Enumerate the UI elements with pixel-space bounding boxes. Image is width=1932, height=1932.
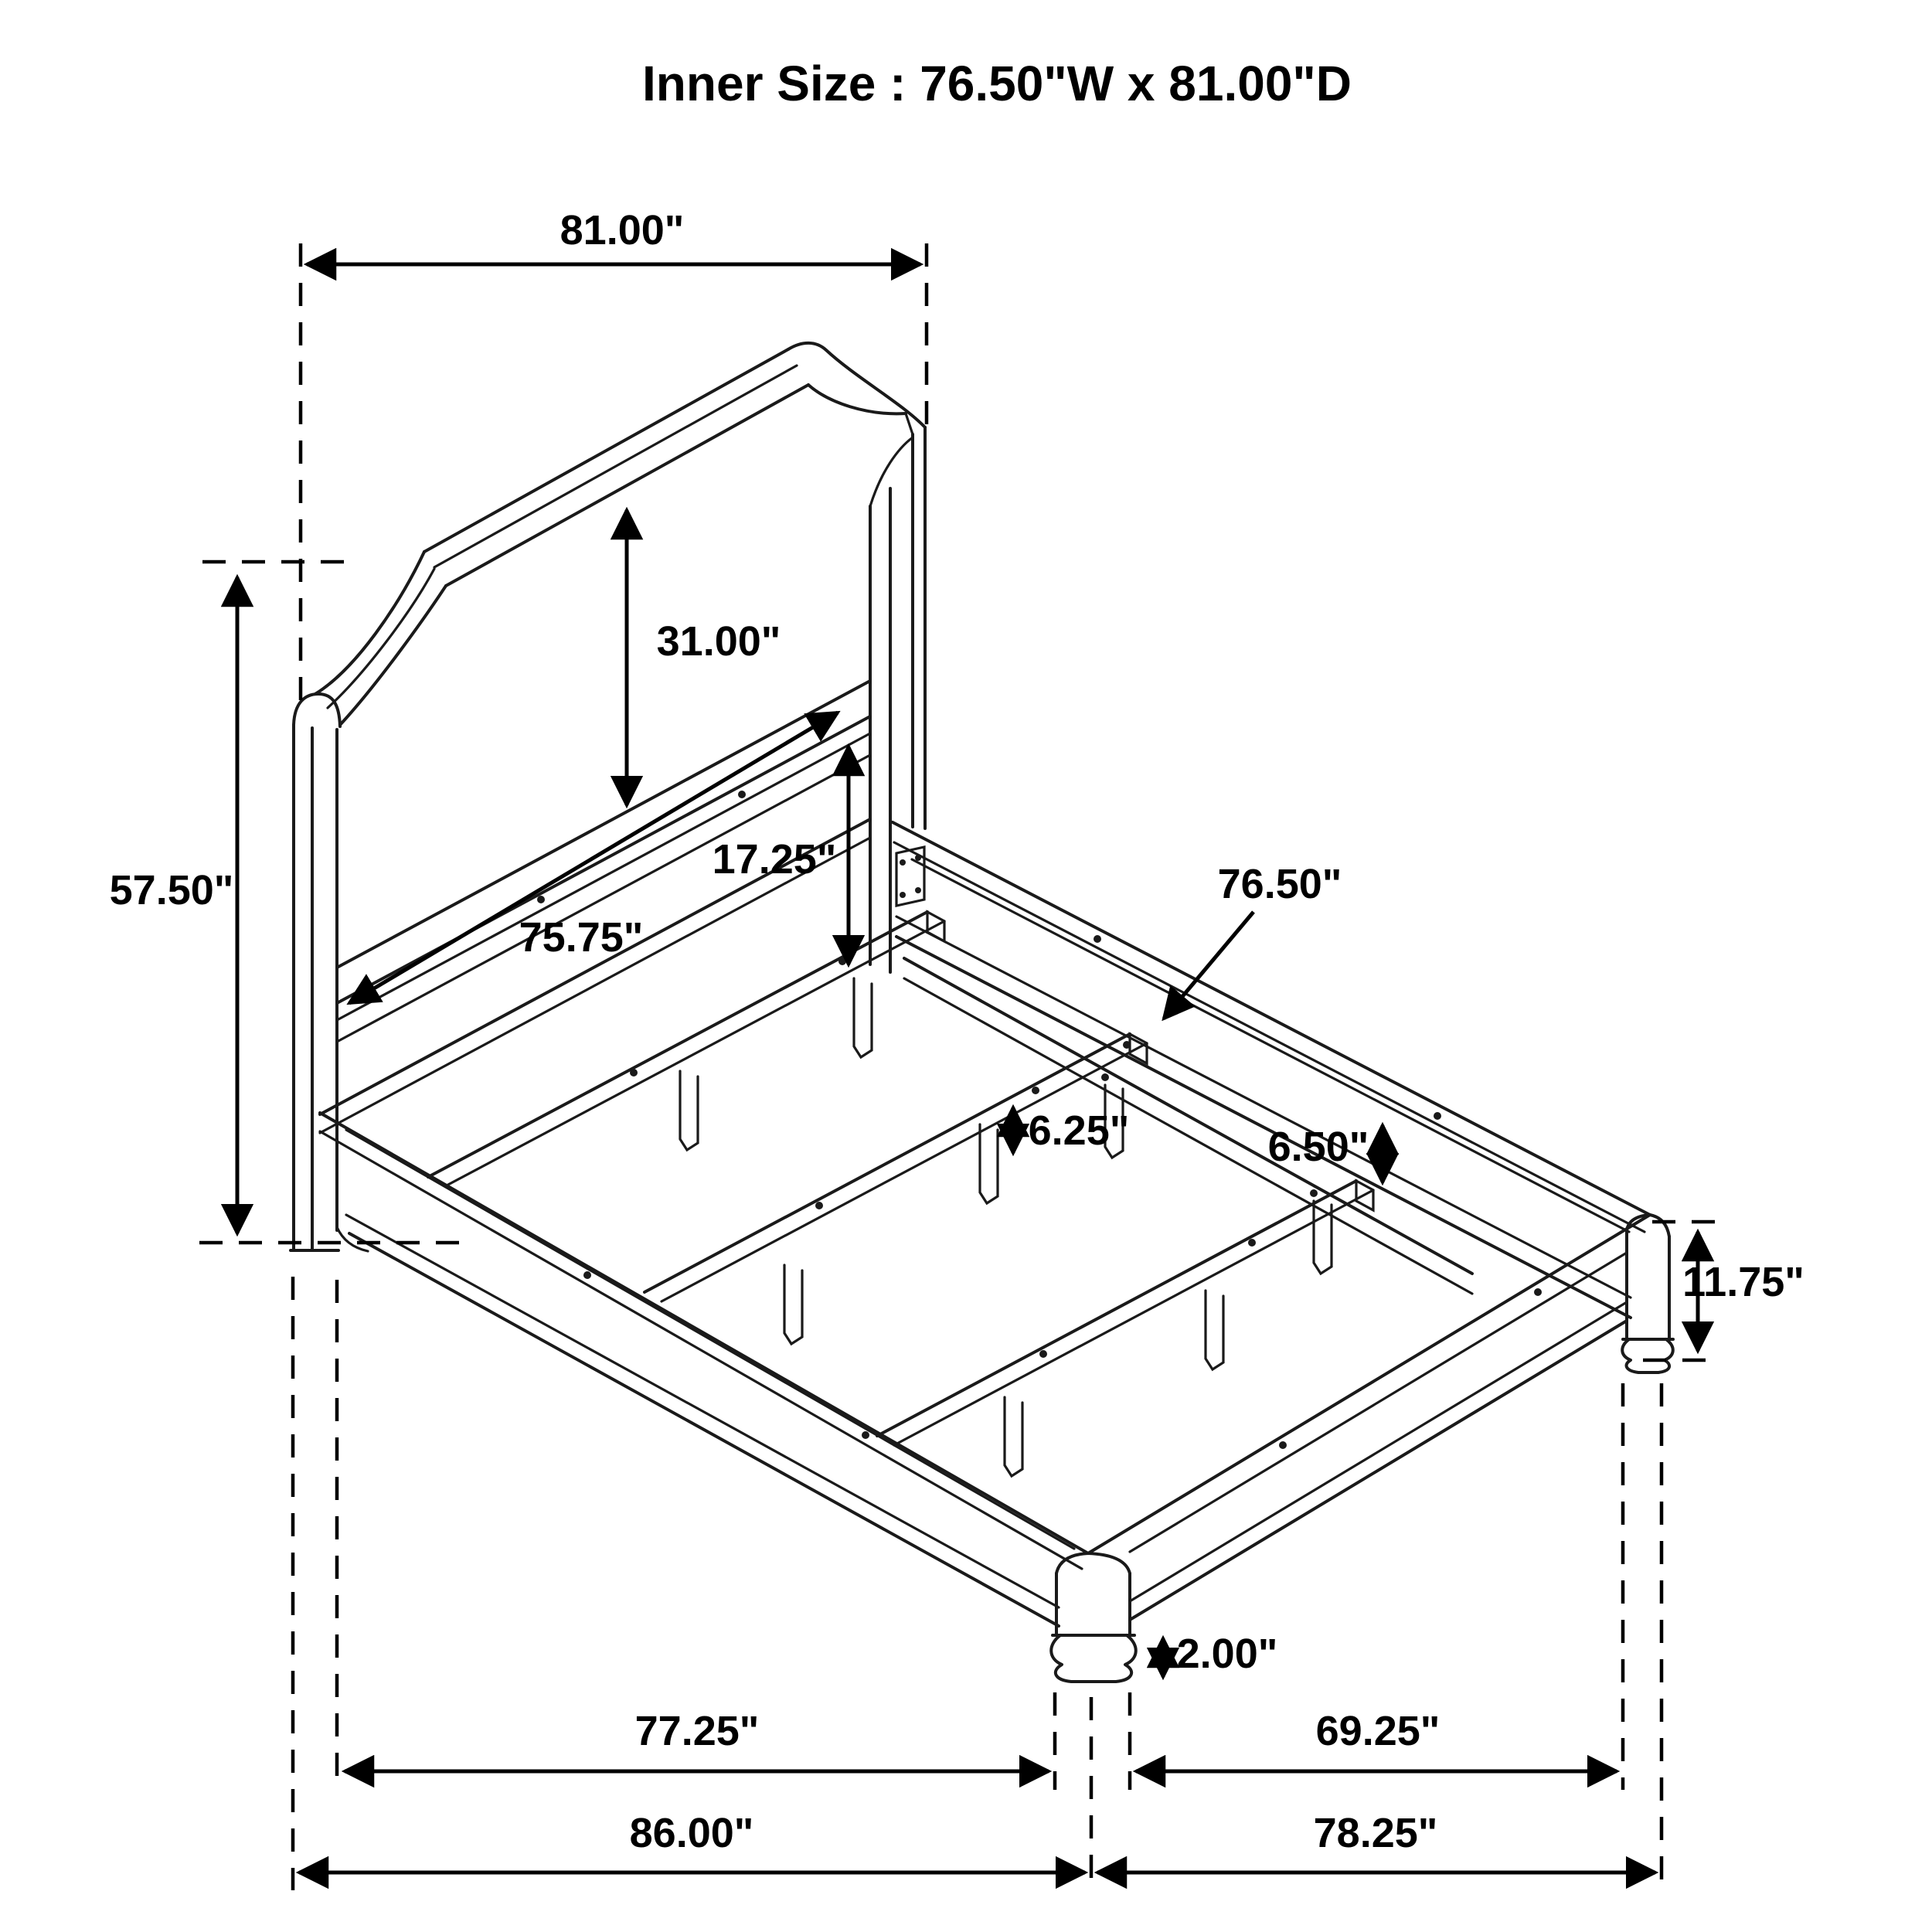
dim-label-side-rail-length: 77.25" bbox=[634, 1708, 760, 1754]
dim-label-slat-leg-height: 6.25" bbox=[1028, 1107, 1130, 1154]
headboard-top-rail bbox=[315, 343, 925, 725]
slat-legs bbox=[680, 978, 1332, 1476]
dim-label-overall-depth: 86.00" bbox=[629, 1810, 754, 1856]
front-corner-post bbox=[1051, 1553, 1136, 1682]
dim-rail-slat-gap bbox=[713, 747, 849, 964]
dim-label-overall-width-foot: 78.25" bbox=[1313, 1810, 1438, 1856]
headboard-right-post bbox=[870, 427, 925, 972]
near-side-rail bbox=[320, 1113, 1088, 1626]
dim-side-rail-length bbox=[345, 1708, 1049, 1771]
dim-label-panel-height: 31.00" bbox=[656, 618, 781, 665]
dim-bun-foot-height bbox=[1163, 1631, 1277, 1677]
foot-rail bbox=[1088, 1215, 1650, 1620]
dim-label-rail-slat-gap: 17.25" bbox=[712, 836, 837, 883]
dim-overall-width-foot bbox=[1097, 1810, 1655, 1872]
dim-ledge-height bbox=[1268, 1124, 1383, 1182]
headboard-left-stile bbox=[291, 694, 368, 1251]
dim-label-headboard-height: 57.50" bbox=[109, 867, 234, 913]
dim-slat-leg-height bbox=[1013, 1107, 1129, 1154]
bed-line-art bbox=[291, 343, 1673, 1682]
dim-overall-depth bbox=[299, 1810, 1085, 1872]
dim-headboard-height bbox=[110, 562, 462, 1243]
dim-label-inner-width-headboard: 75.75" bbox=[519, 914, 644, 961]
dim-label-slat-length: 76.50" bbox=[1217, 861, 1342, 907]
dim-label-side-rail-height: 11.75" bbox=[1682, 1259, 1804, 1305]
right-corner-post bbox=[1622, 1215, 1673, 1372]
mattress-slats bbox=[428, 912, 1373, 1445]
dim-footboard-inner-width bbox=[1136, 1708, 1617, 1771]
dim-label-ledge-height: 6.50" bbox=[1267, 1124, 1369, 1170]
extension-lines-bottom bbox=[293, 1277, 1662, 1890]
dimension-annotations bbox=[110, 207, 1804, 1890]
dim-headboard-width bbox=[301, 207, 927, 711]
dim-label-headboard-width: 81.00" bbox=[560, 207, 685, 253]
dim-label-bun-foot-height: 2.00" bbox=[1176, 1631, 1278, 1677]
dim-label-footboard-inner-width: 69.25" bbox=[1315, 1708, 1440, 1754]
page-title: Inner Size : 76.50"W x 81.00"D bbox=[642, 56, 1352, 111]
